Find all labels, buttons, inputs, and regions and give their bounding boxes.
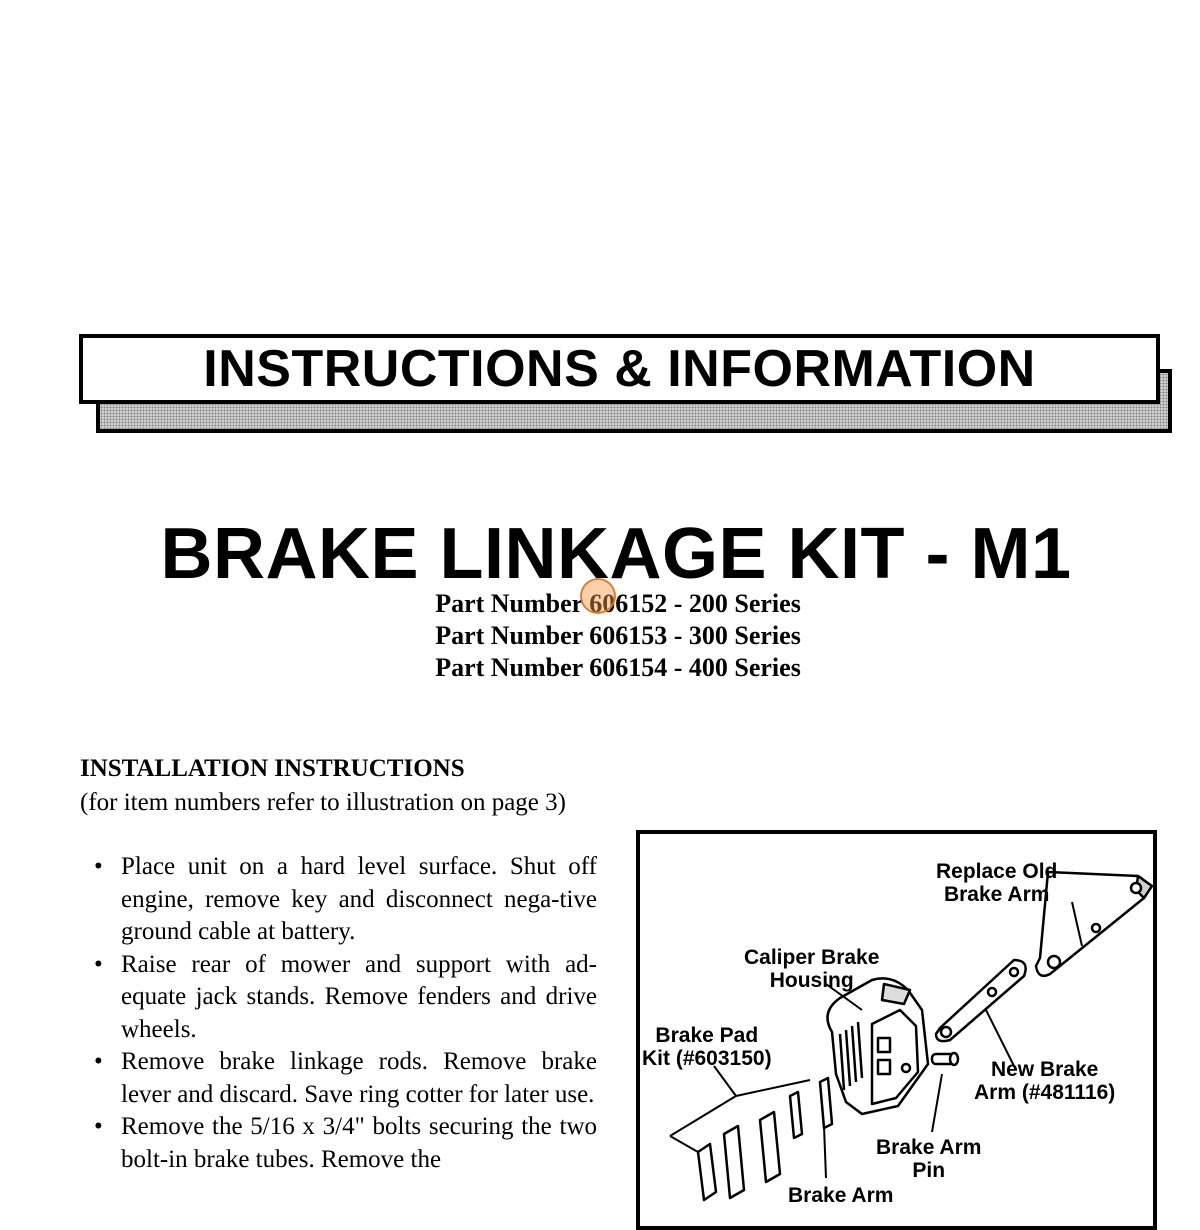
installation-steps bbox=[80, 851, 597, 1176]
label-brake-pad-kit: Brake Pad Kit (#603150) bbox=[642, 1024, 772, 1070]
step-item: • Raise rear of mower and support with ad-equate jack stands. Remove fenders and drive wheels. bbox=[80, 949, 597, 1047]
step-item: • Place unit on a hard level surface. Shut off engine, remove key and disconnect nega-tive ground cable at battery. bbox=[80, 851, 597, 949]
part-number-line: Part Number 606154 - 400 Series bbox=[435, 653, 801, 682]
part-number-line: Part Number 606153 - 300 Series bbox=[435, 621, 801, 650]
step-item: • Remove the 5/16 x 3/4" bolts securing the two bolt-in brake tubes. Remove the bbox=[80, 1111, 597, 1176]
cursor-highlight bbox=[580, 578, 616, 614]
installation-heading: INSTALLATION INSTRUCTIONS bbox=[80, 755, 465, 782]
label-new-brake-arm: New Brake Arm (#481116) bbox=[974, 1058, 1116, 1104]
kit-title: BRAKE LINKAGE KIT - M1 bbox=[160, 514, 1072, 594]
part-number-line: Part Number 606152 - 200 Series bbox=[435, 589, 801, 618]
label-replace-old-brake-arm: Replace Old Brake Arm bbox=[936, 860, 1058, 906]
header-title: INSTRUCTIONS & INFORMATION bbox=[203, 340, 1036, 398]
label-brake-arm-pin: Brake Arm Pin bbox=[876, 1136, 982, 1182]
caliper-housing-shape bbox=[828, 978, 929, 1114]
step-item: • Remove brake linkage rods. Remove brake lever and discard. Save ring cotter for later use. bbox=[80, 1046, 597, 1111]
brake-pad-shapes bbox=[698, 1078, 832, 1200]
installation-note: (for item numbers refer to illustration on page 3) bbox=[80, 789, 566, 816]
brake-illustration bbox=[636, 830, 1157, 1230]
label-brake-arm: Brake Arm bbox=[788, 1184, 894, 1207]
header-banner bbox=[79, 334, 1160, 404]
brake-arm-pin-shape bbox=[932, 1053, 958, 1065]
label-caliper-brake-housing: Caliper Brake Housing bbox=[744, 946, 880, 992]
new-brake-arm-shape bbox=[936, 960, 1026, 1041]
